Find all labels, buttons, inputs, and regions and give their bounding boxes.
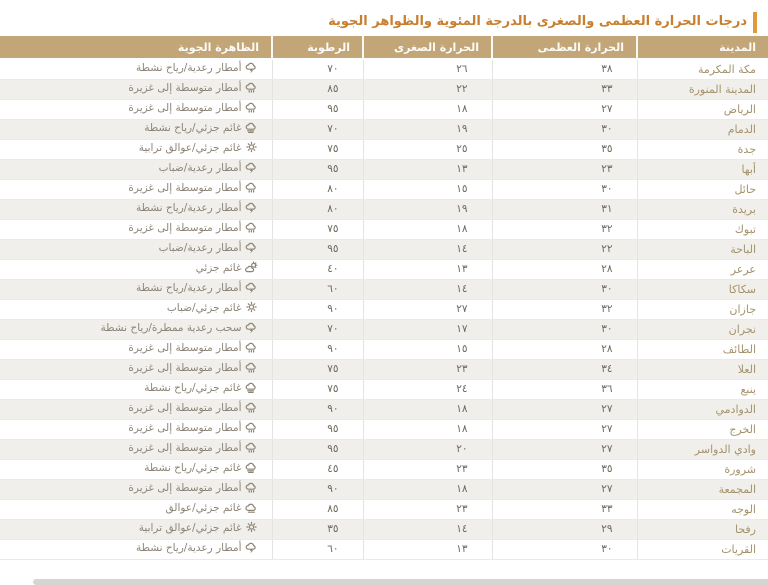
sun-haze-icon (245, 521, 258, 534)
phenomenon-content (144, 461, 257, 474)
phenomenon-label: أمطار رعدية/رياح نشطة (135, 61, 242, 74)
phenomenon-content (139, 141, 258, 154)
sun-cloud-icon (245, 261, 258, 274)
min-temp-cell: ٢٢ (363, 79, 492, 99)
phenomenon-cell (0, 399, 272, 419)
table-row (0, 459, 768, 479)
column-header-phenomenon: الظاهرة الجوية (0, 36, 272, 59)
phenomenon-cell (0, 239, 272, 259)
phenomenon-label: غائم جزئي/عوالق ترابية (138, 141, 242, 154)
max-temp-cell: ٣٠ (492, 539, 637, 559)
phenomenon-cell (0, 359, 272, 379)
phenomenon-cell (0, 439, 272, 459)
table-row (0, 479, 768, 499)
city-cell: ينبع (637, 379, 768, 399)
phenomenon-label: أمطار متوسطة إلى غزيرة (128, 441, 242, 454)
max-temp-cell: ٣٢ (492, 219, 637, 239)
min-temp-cell: ٢٦ (363, 59, 492, 79)
phenomenon-content (128, 81, 257, 94)
phenomenon-label: أمطار رعدية/ضباب (158, 241, 242, 254)
sun-haze-icon (245, 141, 258, 154)
city-cell: تبوك (637, 219, 768, 239)
weather-table (0, 36, 768, 560)
phenomenon-label: غائم جزئي/عوالق (165, 501, 242, 514)
phenomenon-content (136, 281, 258, 294)
cloud-icon (245, 501, 258, 514)
humidity-cell: ٧٥ (272, 379, 363, 399)
min-temp-cell: ١٩ (363, 199, 492, 219)
phenomenon-cell (0, 299, 272, 319)
humidity-cell: ٤٠ (272, 259, 363, 279)
phenomenon-label: أمطار متوسطة إلى غزيرة (128, 401, 242, 414)
humidity-cell: ٨٥ (272, 499, 363, 519)
phenomenon-content (139, 521, 258, 534)
rain-cloud-icon (245, 341, 258, 354)
city-cell: المجمعة (637, 479, 768, 499)
phenomenon-label: أمطار متوسطة إلى غزيرة (128, 221, 242, 234)
city-cell: أبها (637, 159, 768, 179)
max-temp-cell: ٣٥ (492, 139, 637, 159)
cloud-wind-icon (245, 121, 258, 134)
humidity-cell: ٧٥ (272, 359, 363, 379)
phenomenon-content (128, 421, 257, 434)
table-row (0, 119, 768, 139)
table-row (0, 79, 768, 99)
rain-cloud-icon (245, 81, 258, 94)
thunderstorm-icon (245, 201, 258, 214)
table-body (0, 59, 768, 559)
max-temp-cell: ٣٤ (492, 359, 637, 379)
table-row (0, 499, 768, 519)
humidity-cell: ٧٠ (272, 319, 363, 339)
table-row (0, 419, 768, 439)
max-temp-cell: ٣٨ (492, 59, 637, 79)
rain-cloud-icon (245, 361, 258, 374)
phenomenon-label: أمطار متوسطة إلى غزيرة (128, 181, 242, 194)
max-temp-cell: ٢٨ (492, 259, 637, 279)
phenomenon-cell (0, 139, 272, 159)
phenomenon-label: أمطار رعدية/رياح نشطة (135, 201, 242, 214)
min-temp-cell: ١٤ (363, 239, 492, 259)
max-temp-cell: ٢٣ (492, 159, 637, 179)
max-temp-cell: ٢٢ (492, 239, 637, 259)
phenomenon-cell (0, 279, 272, 299)
phenomenon-label: أمطار متوسطة إلى غزيرة (128, 421, 242, 434)
phenomenon-content (136, 61, 258, 74)
horizontal-scrollbar[interactable] (33, 579, 768, 585)
max-temp-cell: ٣٠ (492, 319, 637, 339)
phenomenon-content (144, 121, 257, 134)
phenomenon-label: أمطار متوسطة إلى غزيرة (128, 341, 242, 354)
table-row (0, 379, 768, 399)
phenomenon-content (128, 101, 257, 114)
max-temp-cell: ٣٠ (492, 119, 637, 139)
max-temp-cell: ٣٣ (492, 79, 637, 99)
phenomenon-cell (0, 119, 272, 139)
phenomenon-label: غائم جزئي/رياح نشطة (144, 121, 242, 134)
phenomenon-content (136, 201, 258, 214)
table-header (0, 36, 768, 59)
phenomenon-cell (0, 159, 272, 179)
humidity-cell: ٩٠ (272, 339, 363, 359)
city-cell: الرياض (637, 99, 768, 119)
phenomenon-cell (0, 379, 272, 399)
max-temp-cell: ٣٢ (492, 299, 637, 319)
humidity-cell: ٩٥ (272, 159, 363, 179)
city-cell: الوجه (637, 499, 768, 519)
max-temp-cell: ٢٧ (492, 399, 637, 419)
table-row (0, 319, 768, 339)
humidity-cell: ٩٥ (272, 419, 363, 439)
phenomenon-cell (0, 339, 272, 359)
phenomenon-label: أمطار رعدية/رياح نشطة (135, 541, 242, 554)
min-temp-cell: ١٨ (363, 219, 492, 239)
phenomenon-cell (0, 499, 272, 519)
min-temp-cell: ١٧ (363, 319, 492, 339)
title-bar (0, 0, 768, 36)
phenomenon-label: أمطار متوسطة إلى غزيرة (128, 481, 242, 494)
table-row (0, 99, 768, 119)
humidity-cell: ٩٥ (272, 99, 363, 119)
phenomenon-cell (0, 539, 272, 559)
phenomenon-content (144, 381, 257, 394)
min-temp-cell: ١٣ (363, 259, 492, 279)
cloud-wind-icon (245, 381, 258, 394)
humidity-cell: ٩٠ (272, 399, 363, 419)
min-temp-cell: ١٩ (363, 119, 492, 139)
thunderstorm-icon (245, 161, 258, 174)
min-temp-cell: ٢٠ (363, 439, 492, 459)
city-cell: وادي الدواسر (637, 439, 768, 459)
table-row (0, 199, 768, 219)
thunderstorm-icon (245, 61, 258, 74)
phenomenon-cell (0, 459, 272, 479)
phenomenon-content (128, 401, 257, 414)
city-cell: شرورة (637, 459, 768, 479)
min-temp-cell: ١٨ (363, 479, 492, 499)
max-temp-cell: ٢٧ (492, 99, 637, 119)
column-header-min-temp: الحرارة الصغرى (363, 36, 492, 59)
phenomenon-label: أمطار متوسطة إلى غزيرة (128, 81, 242, 94)
city-cell: مكة المكرمة (637, 59, 768, 79)
city-cell: الباحة (637, 239, 768, 259)
phenomenon-label: غائم جزئي/عوالق ترابية (138, 521, 242, 534)
thunderstorm-icon (245, 281, 258, 294)
min-temp-cell: ٢٣ (363, 359, 492, 379)
humidity-cell: ٨٠ (272, 179, 363, 199)
phenomenon-cell (0, 519, 272, 539)
phenomenon-label: غائم جزئي (195, 261, 242, 274)
min-temp-cell: ٢٣ (363, 459, 492, 479)
rain-cloud-icon (245, 221, 258, 234)
humidity-cell: ٧٠ (272, 119, 363, 139)
phenomenon-label: سحب رعدية ممطرة/رياح نشطة (100, 321, 242, 334)
phenomenon-label: غائم جزئي/رياح نشطة (144, 381, 242, 394)
table-row (0, 279, 768, 299)
phenomenon-label: غائم جزئي/رياح نشطة (144, 461, 242, 474)
min-temp-cell: ٢٤ (363, 379, 492, 399)
phenomenon-label: غائم جزئي/ضباب (166, 301, 242, 314)
city-cell: القريات (637, 539, 768, 559)
max-temp-cell: ٣٥ (492, 459, 637, 479)
humidity-cell: ٦٠ (272, 279, 363, 299)
table-row (0, 139, 768, 159)
phenomenon-cell (0, 79, 272, 99)
table-row (0, 159, 768, 179)
phenomenon-content (196, 261, 258, 274)
humidity-cell: ٩٠ (272, 479, 363, 499)
column-header-city: المدينة (637, 36, 768, 59)
table-row (0, 359, 768, 379)
phenomenon-content (128, 181, 257, 194)
humidity-cell: ٩٥ (272, 439, 363, 459)
humidity-cell: ٧٥ (272, 219, 363, 239)
phenomenon-cell (0, 319, 272, 339)
phenomenon-content (167, 301, 258, 314)
phenomenon-content (159, 161, 258, 174)
min-temp-cell: ١٤ (363, 279, 492, 299)
city-cell: جازان (637, 299, 768, 319)
phenomenon-content (128, 361, 257, 374)
phenomenon-content (128, 221, 257, 234)
phenomenon-label: أمطار متوسطة إلى غزيرة (128, 101, 242, 114)
phenomenon-cell (0, 99, 272, 119)
humidity-cell: ٤٥ (272, 459, 363, 479)
column-header-humidity: الرطوبة (272, 36, 363, 59)
thunderstorm-icon (245, 321, 258, 334)
min-temp-cell: ١٥ (363, 179, 492, 199)
phenomenon-cell (0, 179, 272, 199)
max-temp-cell: ٢٧ (492, 439, 637, 459)
humidity-cell: ٩٠ (272, 299, 363, 319)
max-temp-cell: ٣٣ (492, 499, 637, 519)
phenomenon-cell (0, 259, 272, 279)
phenomenon-cell (0, 59, 272, 79)
phenomenon-content (128, 341, 257, 354)
city-cell: المدينة المنورة (637, 79, 768, 99)
city-cell: الدمام (637, 119, 768, 139)
phenomenon-label: أمطار رعدية/رياح نشطة (135, 281, 242, 294)
phenomenon-content (166, 501, 258, 514)
humidity-cell: ٨٠ (272, 199, 363, 219)
min-temp-cell: ٢٧ (363, 299, 492, 319)
table-row (0, 539, 768, 559)
page-title: درجات الحرارة العظمى والصغرى بالدرجة المئوية والظواهر الجوية (328, 14, 747, 30)
phenomenon-label: أمطار رعدية/ضباب (158, 161, 242, 174)
city-cell: العلا (637, 359, 768, 379)
table-row (0, 59, 768, 79)
city-cell: الدوادمي (637, 399, 768, 419)
table-row (0, 439, 768, 459)
phenomenon-content (101, 321, 258, 334)
table-row (0, 239, 768, 259)
min-temp-cell: ١٨ (363, 399, 492, 419)
humidity-cell: ٣٥ (272, 519, 363, 539)
max-temp-cell: ٣٦ (492, 379, 637, 399)
city-cell: جدة (637, 139, 768, 159)
min-temp-cell: ١٣ (363, 539, 492, 559)
min-temp-cell: ١٨ (363, 99, 492, 119)
thunderstorm-icon (245, 241, 258, 254)
table-row (0, 219, 768, 239)
humidity-cell: ٧٠ (272, 59, 363, 79)
min-temp-cell: ٢٣ (363, 499, 492, 519)
phenomenon-cell (0, 199, 272, 219)
humidity-cell: ٦٠ (272, 539, 363, 559)
city-cell: عرعر (637, 259, 768, 279)
max-temp-cell: ٢٧ (492, 479, 637, 499)
city-cell: حائل (637, 179, 768, 199)
min-temp-cell: ١٥ (363, 339, 492, 359)
table-header-row (0, 36, 768, 59)
city-cell: بريدة (637, 199, 768, 219)
column-header-max-temp: الحرارة العظمى (492, 36, 637, 59)
rain-cloud-icon (245, 401, 258, 414)
humidity-cell: ٩٥ (272, 239, 363, 259)
humidity-cell: ٨٥ (272, 79, 363, 99)
table-row (0, 519, 768, 539)
rain-cloud-icon (245, 481, 258, 494)
phenomenon-label: أمطار متوسطة إلى غزيرة (128, 361, 242, 374)
city-cell: رفحا (637, 519, 768, 539)
city-cell: الخرج (637, 419, 768, 439)
max-temp-cell: ٢٨ (492, 339, 637, 359)
min-temp-cell: ١٣ (363, 159, 492, 179)
table-row (0, 299, 768, 319)
phenomenon-cell (0, 219, 272, 239)
min-temp-cell: ٢٥ (363, 139, 492, 159)
table-row (0, 399, 768, 419)
max-temp-cell: ٢٧ (492, 419, 637, 439)
phenomenon-cell (0, 419, 272, 439)
max-temp-cell: ٣٠ (492, 179, 637, 199)
phenomenon-content (128, 441, 257, 454)
table-row (0, 339, 768, 359)
max-temp-cell: ٣١ (492, 199, 637, 219)
phenomenon-content (128, 481, 257, 494)
min-temp-cell: ١٨ (363, 419, 492, 439)
phenomenon-content (136, 541, 258, 554)
max-temp-cell: ٢٩ (492, 519, 637, 539)
table-row (0, 259, 768, 279)
humidity-cell: ٧٥ (272, 139, 363, 159)
cloud-wind-icon (245, 461, 258, 474)
phenomenon-content (159, 241, 258, 254)
title-accent-bar (753, 12, 757, 33)
city-cell: سكاكا (637, 279, 768, 299)
max-temp-cell: ٣٠ (492, 279, 637, 299)
rain-cloud-icon (245, 421, 258, 434)
city-cell: الطائف (637, 339, 768, 359)
rain-cloud-icon (245, 101, 258, 114)
phenomenon-cell (0, 479, 272, 499)
sun-haze-icon (245, 301, 258, 314)
city-cell: نجران (637, 319, 768, 339)
table-row (0, 179, 768, 199)
rain-cloud-icon (245, 441, 258, 454)
thunderstorm-icon (245, 541, 258, 554)
rain-cloud-icon (245, 181, 258, 194)
min-temp-cell: ١٤ (363, 519, 492, 539)
